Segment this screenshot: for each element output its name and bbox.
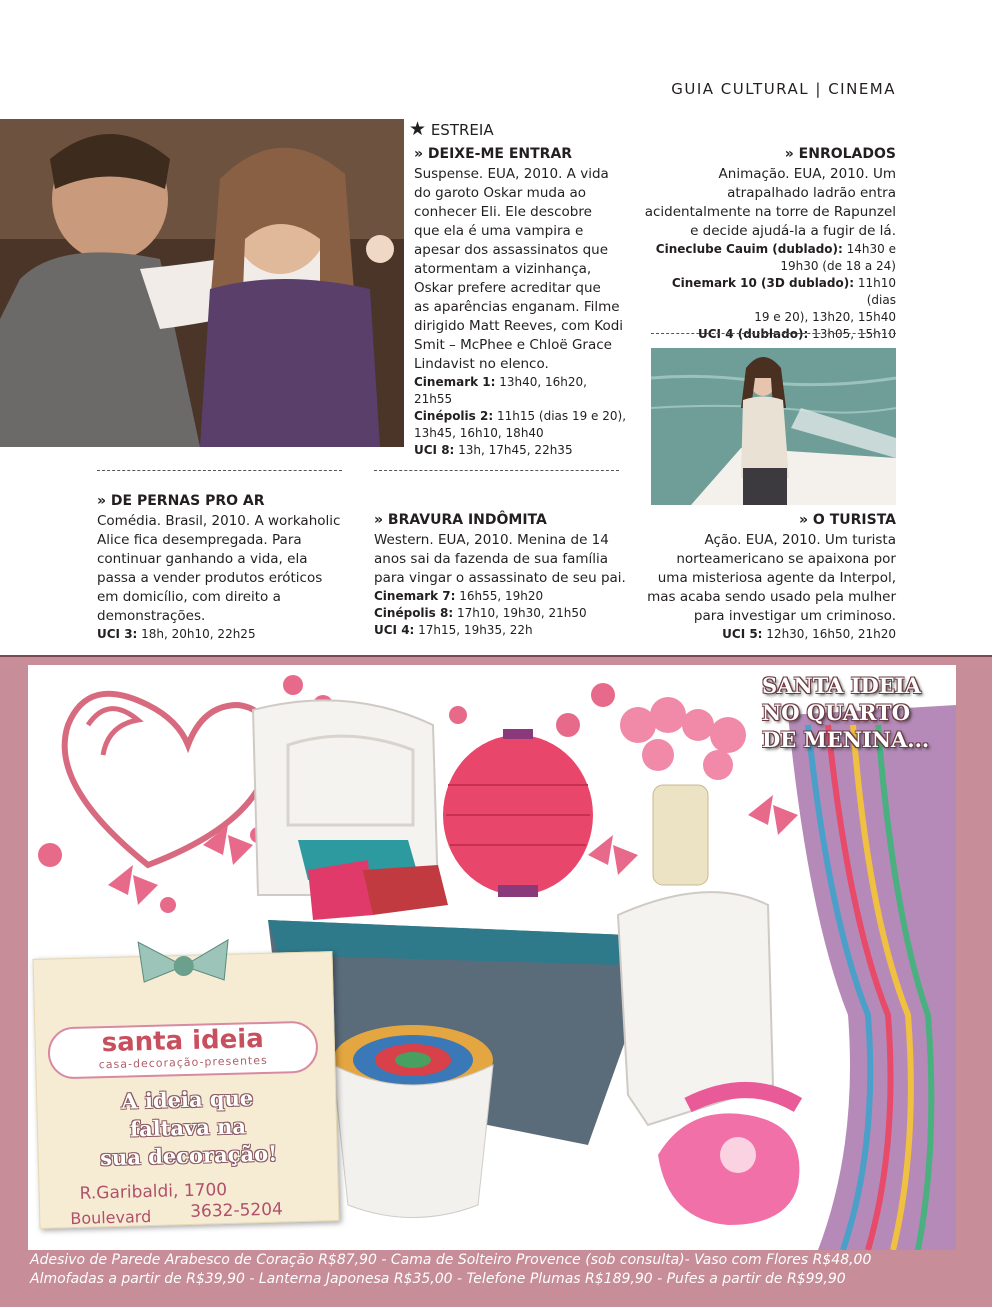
schedule-line [640,309,896,326]
synopsis-line: para vingar o assassinato de seu pai. [374,570,626,586]
bow-icon [128,935,240,998]
movie-still-o-turista [651,348,896,505]
cinema-venue: Cinemark 1: [414,375,496,389]
movie-bravura-indomita [374,511,634,639]
synopsis-line: dirigido Matt Reeves, com Kodi [414,318,624,334]
synopsis-line: e decide ajudá-la a fugir de lá. [690,223,896,239]
divider [97,470,342,471]
synopsis-line: atrapalhado ladrão entra [727,185,896,201]
synopsis-line: passa a vender produtos eróticos [97,570,323,586]
schedule-line [640,241,896,258]
cinema-venue: UCI 8: [414,443,455,457]
synopsis-line: Ação. EUA, 2010. Um turista [704,532,896,548]
showtimes: 17h10, 19h30, 21h50 [453,606,587,620]
schedule-line [414,374,634,391]
synopsis-line: Lindavist no elenco. [414,356,549,372]
synopsis-line: mas acaba sendo usado pela mulher [647,589,896,605]
synopsis-line: norteamericano se apaixona por [676,551,896,567]
showtimes: 12h30, 16h50, 21h20 [762,627,896,641]
synopsis-line: demonstrações. [97,608,206,624]
showtimes: 19h30 (de 18 a 24) [780,259,896,273]
synopsis-line: para investigar um criminoso. [693,608,896,624]
store-card [33,951,340,1229]
synopsis-line: anos sai da fazenda de sua família [374,551,609,567]
synopsis-line: conhecer Eli. Ele descobre [414,204,592,220]
ad-caption-line-2: Almofadas a partir de R$39,90 - Lanterna Japonesa R$35,00 - Telefone Plumas R$189,90 - Pufes a partir de R$99,90 [30,1271,846,1287]
schedule-line [374,588,634,605]
cinema-venue: UCI 3: [97,627,138,641]
estreia-label: ★ ESTREIA [409,118,494,140]
synopsis-line: atormentam a vizinhança, [414,261,592,277]
showtimes: 13h05, 15h10 [808,327,896,341]
schedule-line [97,626,347,643]
synopsis-line: Smit – McPhee e Chloë Grace [414,337,612,353]
movie-still-deixe-me-entrar [0,119,404,447]
store-address: R.Garibaldi, 1700 [79,1179,228,1204]
schedule-line [640,326,896,343]
showtimes: 21h55 [414,392,453,406]
synopsis-line: que ela é uma vampira e [414,223,584,239]
synopsis-line: continuar ganhando a vida, ela [97,551,308,567]
schedule-line [414,442,634,459]
showtimes: 11h15 (dias 19 e 20), [493,409,627,423]
ad-title: SANTA IDEIA NO QUARTO DE MENINA... [762,673,930,752]
movie-synopsis [374,531,634,588]
schedule-line [640,275,896,309]
movie-synopsis [97,512,347,626]
movie-schedule [640,626,896,643]
cinema-venue: Cinépolis 8: [374,606,454,620]
synopsis-line: do garoto Oskar muda ao [414,185,587,201]
movie-synopsis [640,165,896,241]
synopsis-line: Oskar prefere acreditar que [414,280,601,296]
schedule-line [374,622,634,639]
ad-caption-line-1: Adesivo de Parede Arabesco de Coração R$87,90 - Cama de Solteiro Provence (sob consulta)- Vaso com Flores R$48,00 [30,1252,872,1268]
schedule-line [640,258,896,275]
showtimes: 13h40, 16h20, [495,375,587,389]
schedule-line [414,425,634,442]
movie-schedule [97,626,347,643]
store-slogan: A ideia que faltava na sua decoração! [99,1085,278,1171]
synopsis-line: acidentalmente na torre de Rapunzel [644,204,896,220]
cinema-venue: Cinemark 7: [374,589,456,603]
showtimes: 16h55, 19h20 [455,589,544,603]
showtimes: 13h, 17h45, 22h35 [454,443,573,457]
synopsis-line: apesar dos assassinatos que [414,242,609,258]
movie-title: » DEIXE-ME ENTRAR [414,146,573,162]
movie-synopsis [414,165,634,374]
cinema-venue: Cinépolis 2: [414,409,494,423]
movie-schedule [414,374,634,459]
divider [651,333,896,334]
cinema-venue: Cinemark 10 (3D dublado): [671,276,855,290]
synopsis-line: Alice fica desempregada. Para [97,532,302,548]
movie-title: » DE PERNAS PRO AR [97,493,265,509]
star-icon: ★ [409,118,427,140]
synopsis-line: Suspense. EUA, 2010. A vida [414,166,609,182]
synopsis-line: Comédia. Brasil, 2010. A workaholic [97,513,341,529]
synopsis-line: em domicílio, com direito a [97,589,281,605]
movie-de-pernas-pro-ar [97,492,347,643]
cinema-venue: UCI 4 (dublado): [698,327,809,341]
synopsis-line: Western. EUA, 2010. Menina de 14 [374,532,609,548]
schedule-line [374,605,634,622]
showtimes: 18h, 20h10, 22h25 [137,627,256,641]
synopsis-line: uma misteriosa agente da Interpol, [657,570,896,586]
showtimes: 19 e 20), 13h20, 15h40 [754,310,896,324]
movie-title: » O TURISTA [799,512,896,528]
schedule-line [640,626,896,643]
showtimes: 11h10 (dias [854,276,896,307]
cinema-venue: UCI 5: [722,627,763,641]
schedule-line [414,391,634,408]
store-phone: 3632-5204 [189,1199,284,1222]
movie-deixe-me-entrar [414,145,634,459]
movie-enrolados [640,145,896,343]
movie-o-turista [640,511,896,643]
showtimes: 13h45, 16h10, 18h40 [414,426,544,440]
section-header: GUIA CULTURAL | CINEMA [671,80,896,98]
showtimes: 14h30 e [842,242,896,256]
movie-synopsis [640,531,896,626]
store-place: Boulevard [70,1206,152,1229]
synopsis-line: as aparências enganam. Filme [414,299,620,315]
movie-title: » ENROLADOS [784,146,896,162]
store-logo: santa ideia casa-decoração-presentes [47,1021,318,1080]
showtimes: 17h15, 19h35, 22h [414,623,533,637]
divider [374,470,619,471]
movie-schedule [640,241,896,343]
cinema-venue: UCI 4: [374,623,415,637]
movie-schedule [374,588,634,639]
synopsis-line: Animação. EUA, 2010. Um [718,166,896,182]
cinema-venue: Cineclube Cauim (dublado): [655,242,843,256]
schedule-line [414,408,634,425]
movie-title: » BRAVURA INDÔMITA [374,512,547,528]
